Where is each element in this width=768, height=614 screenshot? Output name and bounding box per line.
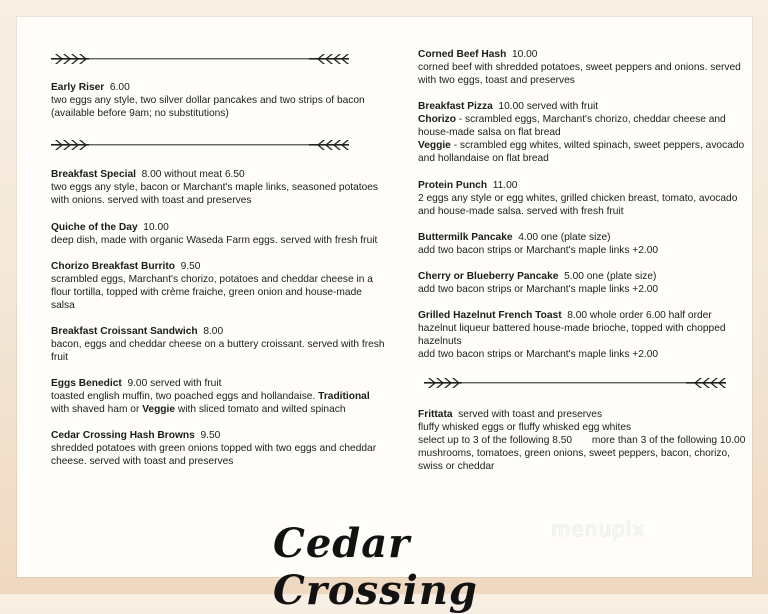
menu-item-french-toast bbox=[418, 309, 754, 361]
menu-item-eggs-benedict bbox=[51, 377, 387, 416]
item-name: Protein Punch bbox=[418, 180, 488, 191]
item-price: 6.00 bbox=[109, 82, 130, 93]
item-name: Breakfast Pizza bbox=[418, 101, 493, 112]
item-description: shredded potatoes with green onions topped with two eggs and cheddar cheese. served with toast and preserves bbox=[51, 443, 377, 467]
menu-item-breakfast-special bbox=[51, 168, 387, 207]
restaurant-logo: Cedar Crossing bbox=[273, 520, 478, 614]
item-price: 8.00 bbox=[203, 326, 224, 337]
item-price: 5.00 one (plate size) bbox=[564, 271, 657, 282]
item-description: select up to 3 of the following 8.50 bbox=[418, 435, 573, 446]
item-price: 11.00 bbox=[492, 180, 518, 191]
item-description: - scrambled egg whites, wilted spinach, sweet peppers, avocado and hollandaise on flat bread bbox=[418, 140, 745, 164]
menu-item-buttermilk-pancake bbox=[418, 231, 754, 257]
item-price: 10.00 bbox=[511, 49, 538, 60]
menu-item-croissant bbox=[51, 325, 387, 364]
item-name: Cherry or Blueberry Pancake bbox=[418, 271, 559, 282]
item-name: Grilled Hazelnut French Toast bbox=[418, 310, 562, 321]
item-price: 8.00 whole order 6.00 half order bbox=[567, 310, 712, 321]
menu-item-breakfast-pizza bbox=[418, 100, 754, 165]
wheat-divider bbox=[51, 139, 351, 151]
item-description: more than 3 of the following 10.00 bbox=[591, 435, 746, 446]
item-name: Chorizo Breakfast Burrito bbox=[51, 261, 175, 272]
item-price: 9.50 bbox=[200, 430, 221, 441]
menu-item-corned-beef-hash bbox=[418, 48, 754, 87]
item-price: 10.00 served with fruit bbox=[498, 101, 599, 112]
menu-item-protein-punch bbox=[418, 179, 754, 218]
menu-item-early-riser bbox=[51, 81, 387, 120]
item-description: toasted english muffin, two poached eggs and hollandaise. bbox=[51, 391, 316, 402]
item-price: 9.50 bbox=[180, 261, 201, 272]
item-name: Breakfast Croissant Sandwich bbox=[51, 326, 198, 337]
item-price: 8.00 without meat 6.50 bbox=[141, 169, 245, 180]
item-name: Eggs Benedict bbox=[51, 378, 122, 389]
item-price: 9.00 served with fruit bbox=[127, 378, 222, 389]
wheat-divider bbox=[51, 53, 351, 65]
item-description: hazelnut liqueur battered house-made brioche, topped with chopped hazelnuts bbox=[418, 323, 726, 347]
item-variant-label: Traditional bbox=[318, 391, 370, 402]
item-description: two eggs any style, bacon or Marchant's maple links, seasoned potatoes with onions. served with toast and preserves bbox=[51, 182, 378, 206]
item-description: fluffy whisked eggs or fluffy whisked egg whites bbox=[418, 422, 632, 433]
item-description: add two bacon strips or Marchant's maple links +2.00 bbox=[418, 245, 659, 256]
menu-item-burrito bbox=[51, 260, 387, 312]
item-description: scrambled eggs, Marchant's chorizo, potatoes and cheddar cheese in a flour tortilla, topped with crème fraiche, green onion and house-made salsa bbox=[51, 274, 373, 311]
watermark: menupix bbox=[551, 517, 646, 541]
item-name: Quiche of the Day bbox=[51, 222, 138, 233]
menu-item-cherry-blueberry-pancake bbox=[418, 270, 754, 296]
item-name: Frittata bbox=[418, 409, 453, 420]
item-description: add two bacon strips or Marchant's maple links +2.00 bbox=[418, 349, 659, 360]
item-price: served with toast and preserves bbox=[458, 409, 603, 420]
item-description: two eggs any style, two silver dollar pancakes and two strips of bacon (available before 9am; no substitutions) bbox=[51, 95, 365, 119]
item-price: 10.00 bbox=[143, 222, 169, 233]
item-name: Cedar Crossing Hash Browns bbox=[51, 430, 195, 441]
menu-item-frittata bbox=[418, 408, 754, 473]
item-description: deep dish, made with organic Waseda Farm eggs. served with fresh fruit bbox=[51, 235, 378, 246]
wheat-divider bbox=[424, 377, 728, 389]
item-description: mushrooms, tomatoes, green onions, sweet peppers, bacon, chorizo, swiss or cheddar bbox=[418, 448, 731, 472]
item-name: Early Riser bbox=[51, 82, 105, 93]
item-description: 2 eggs any style or egg whites, grilled chicken breast, tomato, avocado and house-made salsa. served with fresh fruit bbox=[418, 193, 738, 217]
item-description: with shaved ham or bbox=[51, 404, 140, 415]
item-description: with sliced tomato and wilted spinach bbox=[177, 404, 346, 415]
item-description: - scrambled eggs, Marchant's chorizo, cheddar cheese and house-made salsa on flat bread bbox=[418, 114, 726, 138]
item-name: Buttermilk Pancake bbox=[418, 232, 513, 243]
item-price: 4.00 one (plate size) bbox=[518, 232, 611, 243]
item-name: Corned Beef Hash bbox=[418, 49, 507, 60]
item-description: add two bacon strips or Marchant's maple links +2.00 bbox=[418, 284, 659, 295]
menu-item-quiche bbox=[51, 221, 387, 247]
item-description: bacon, eggs and cheddar cheese on a buttery croissant. served with fresh fruit bbox=[51, 339, 385, 363]
menu-item-hash-browns bbox=[51, 429, 387, 468]
menu-page bbox=[17, 17, 752, 614]
item-description: corned beef with shredded potatoes, sweet peppers and onions. served with two eggs, toast and preserves bbox=[418, 62, 741, 86]
item-variant-label: Chorizo bbox=[418, 114, 456, 125]
item-variant-label: Veggie bbox=[418, 140, 451, 151]
item-variant-label: Veggie bbox=[142, 404, 176, 415]
item-name: Breakfast Special bbox=[51, 169, 136, 180]
